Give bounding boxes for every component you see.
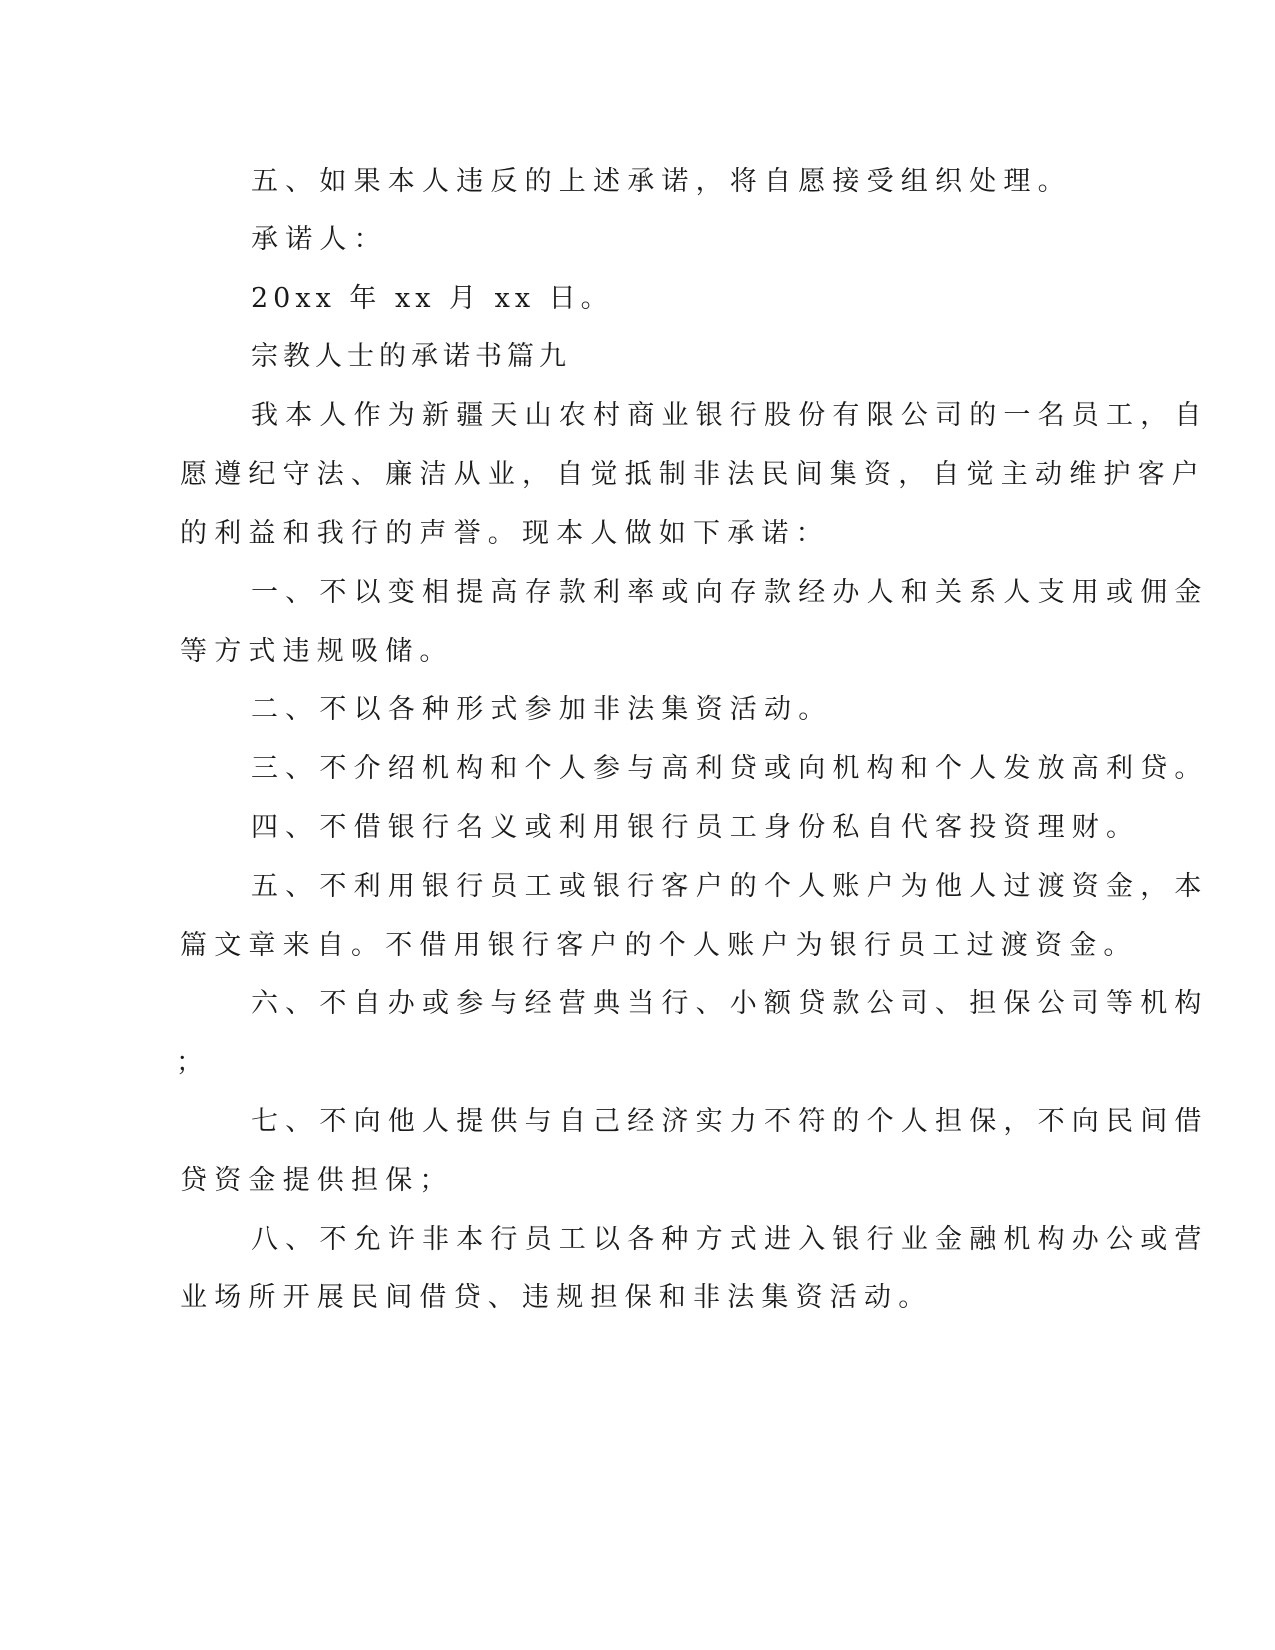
signer-label	[0, 220, 1275, 260]
line-text: 的利益和我行的声誉。现本人做如下承诺：	[180, 518, 830, 549]
paragraph-line	[0, 455, 1275, 495]
paragraph-line	[0, 749, 1275, 789]
date-line	[0, 279, 1275, 319]
line-text: 八、不允许非本行员工以各种方式进入银行业金融机构办公或营	[251, 1224, 1209, 1255]
paragraph-line	[0, 573, 1275, 613]
line-text: 贷资金提供担保；	[180, 1165, 454, 1196]
line-text: 20xx 年 xx 月 xx 日。	[251, 283, 613, 314]
line-text: 愿遵纪守法、廉洁从业，自觉抵制非法民间集资，自觉主动维护客户	[180, 459, 1206, 490]
line-text: 一、不以变相提高存款利率或向存款经办人和关系人支用或佣金	[251, 577, 1209, 608]
paragraph-line	[0, 1043, 1275, 1083]
line-text: 七、不向他人提供与自己经济实力不符的个人担保，不向民间借	[251, 1106, 1209, 1137]
paragraph-line	[0, 690, 1275, 730]
line-text: 二、不以各种形式参加非法集资活动。	[251, 694, 833, 725]
paragraph-line	[0, 926, 1275, 966]
line-text: ；	[176, 1047, 211, 1078]
paragraph-line	[0, 1161, 1275, 1201]
paragraph-line	[0, 867, 1275, 907]
line-text: 篇文章来自。不借用银行客户的个人账户为银行员工过渡资金。	[180, 930, 1138, 961]
paragraph-line	[0, 984, 1275, 1024]
paragraph-line	[0, 514, 1275, 554]
line-text: 宗教人士的承诺书篇九	[251, 341, 571, 372]
section-heading	[0, 337, 1275, 377]
paragraph-line	[0, 396, 1275, 436]
line-text: 五、如果本人违反的上述承诺，将自愿接受组织处理。	[251, 166, 1072, 197]
paragraph-line	[0, 1220, 1275, 1260]
line-text: 承诺人：	[251, 224, 388, 255]
line-text: 业场所开展民间借贷、违规担保和非法集资活动。	[180, 1282, 933, 1313]
paragraph-line	[0, 632, 1275, 672]
paragraph-line	[0, 808, 1275, 848]
line-text: 等方式违规吸储。	[180, 636, 454, 667]
paragraph-line	[0, 1102, 1275, 1142]
paragraph-line	[0, 1278, 1275, 1318]
paragraph-line	[0, 162, 1275, 202]
line-text: 五、不利用银行员工或银行客户的个人账户为他人过渡资金，本	[251, 871, 1209, 902]
line-text: 四、不借银行名义或利用银行员工身份私自代客投资理财。	[251, 812, 1141, 843]
line-text: 六、不自办或参与经营典当行、小额贷款公司、担保公司等机构	[251, 988, 1209, 1019]
line-text: 我本人作为新疆天山农村商业银行股份有限公司的一名员工，自	[251, 400, 1209, 431]
line-text: 三、不介绍机构和个人参与高利贷或向机构和个人发放高利贷。	[251, 753, 1209, 784]
